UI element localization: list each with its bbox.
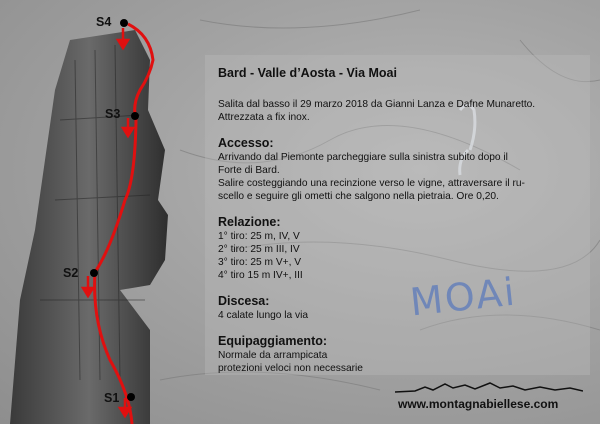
relazione-line: 3° tiro: 25 m V+, V [218,257,302,268]
moai-statue [10,30,168,424]
accesso-line: Salire costeggiando una recinzione verso le vigne, attraversare il ru- [218,178,525,189]
page-title: Bard - Valle d’Aosta - Via Moai [218,66,397,80]
station-s3-label: S3 [105,107,121,121]
equipaggiamento-line: Normale da arrampicata [218,350,328,361]
route-description [218,66,588,387]
mountain-logo-icon [395,378,583,394]
station-s2-label: S2 [63,266,79,280]
station-s4-dot [120,19,128,27]
relazione-line: 2° tiro: 25 m III, IV [218,244,300,255]
station-s2-dot [90,269,98,277]
station-s4-label: S4 [96,15,112,29]
station-s3-dot [131,112,139,120]
accesso-heading: Accesso: [218,136,274,150]
discesa-block [218,294,588,322]
relazione-line: 4° tiro 15 m IV+, III [218,270,303,281]
moai-graffiti: MOAi [407,269,519,325]
discesa-line: 4 calate lungo la via [218,310,309,321]
intro-line: Attrezzata a fix inox. [218,112,310,123]
relazione-heading: Relazione: [218,215,281,229]
discesa-heading: Discesa: [218,294,270,308]
equipaggiamento-line: protezioni veloci non necessarie [218,363,363,374]
relazione-block [218,215,588,282]
intro-block [218,98,588,124]
accesso-block [218,136,588,203]
website-link[interactable]: www.montagnabiellese.com [398,397,559,411]
accesso-line: scello e seguire gli ometti che salgono nella pietraia. Ore 0,20. [218,191,499,202]
station-s1-label: S1 [104,391,120,405]
equipaggiamento-block [218,334,588,375]
accesso-line: Forte di Bard. [218,165,280,176]
intro-line: Salita dal basso il 29 marzo 2018 da Gianni Lanza e Dafne Munaretto. [218,99,536,110]
equipaggiamento-heading: Equipaggiamento: [218,334,328,348]
relazione-line: 1° tiro: 25 m, IV, V [218,231,300,242]
station-s1-dot [127,393,135,401]
accesso-line: Arrivando dal Piemonte parcheggiare sulla sinistra subito dopo il [218,152,508,163]
